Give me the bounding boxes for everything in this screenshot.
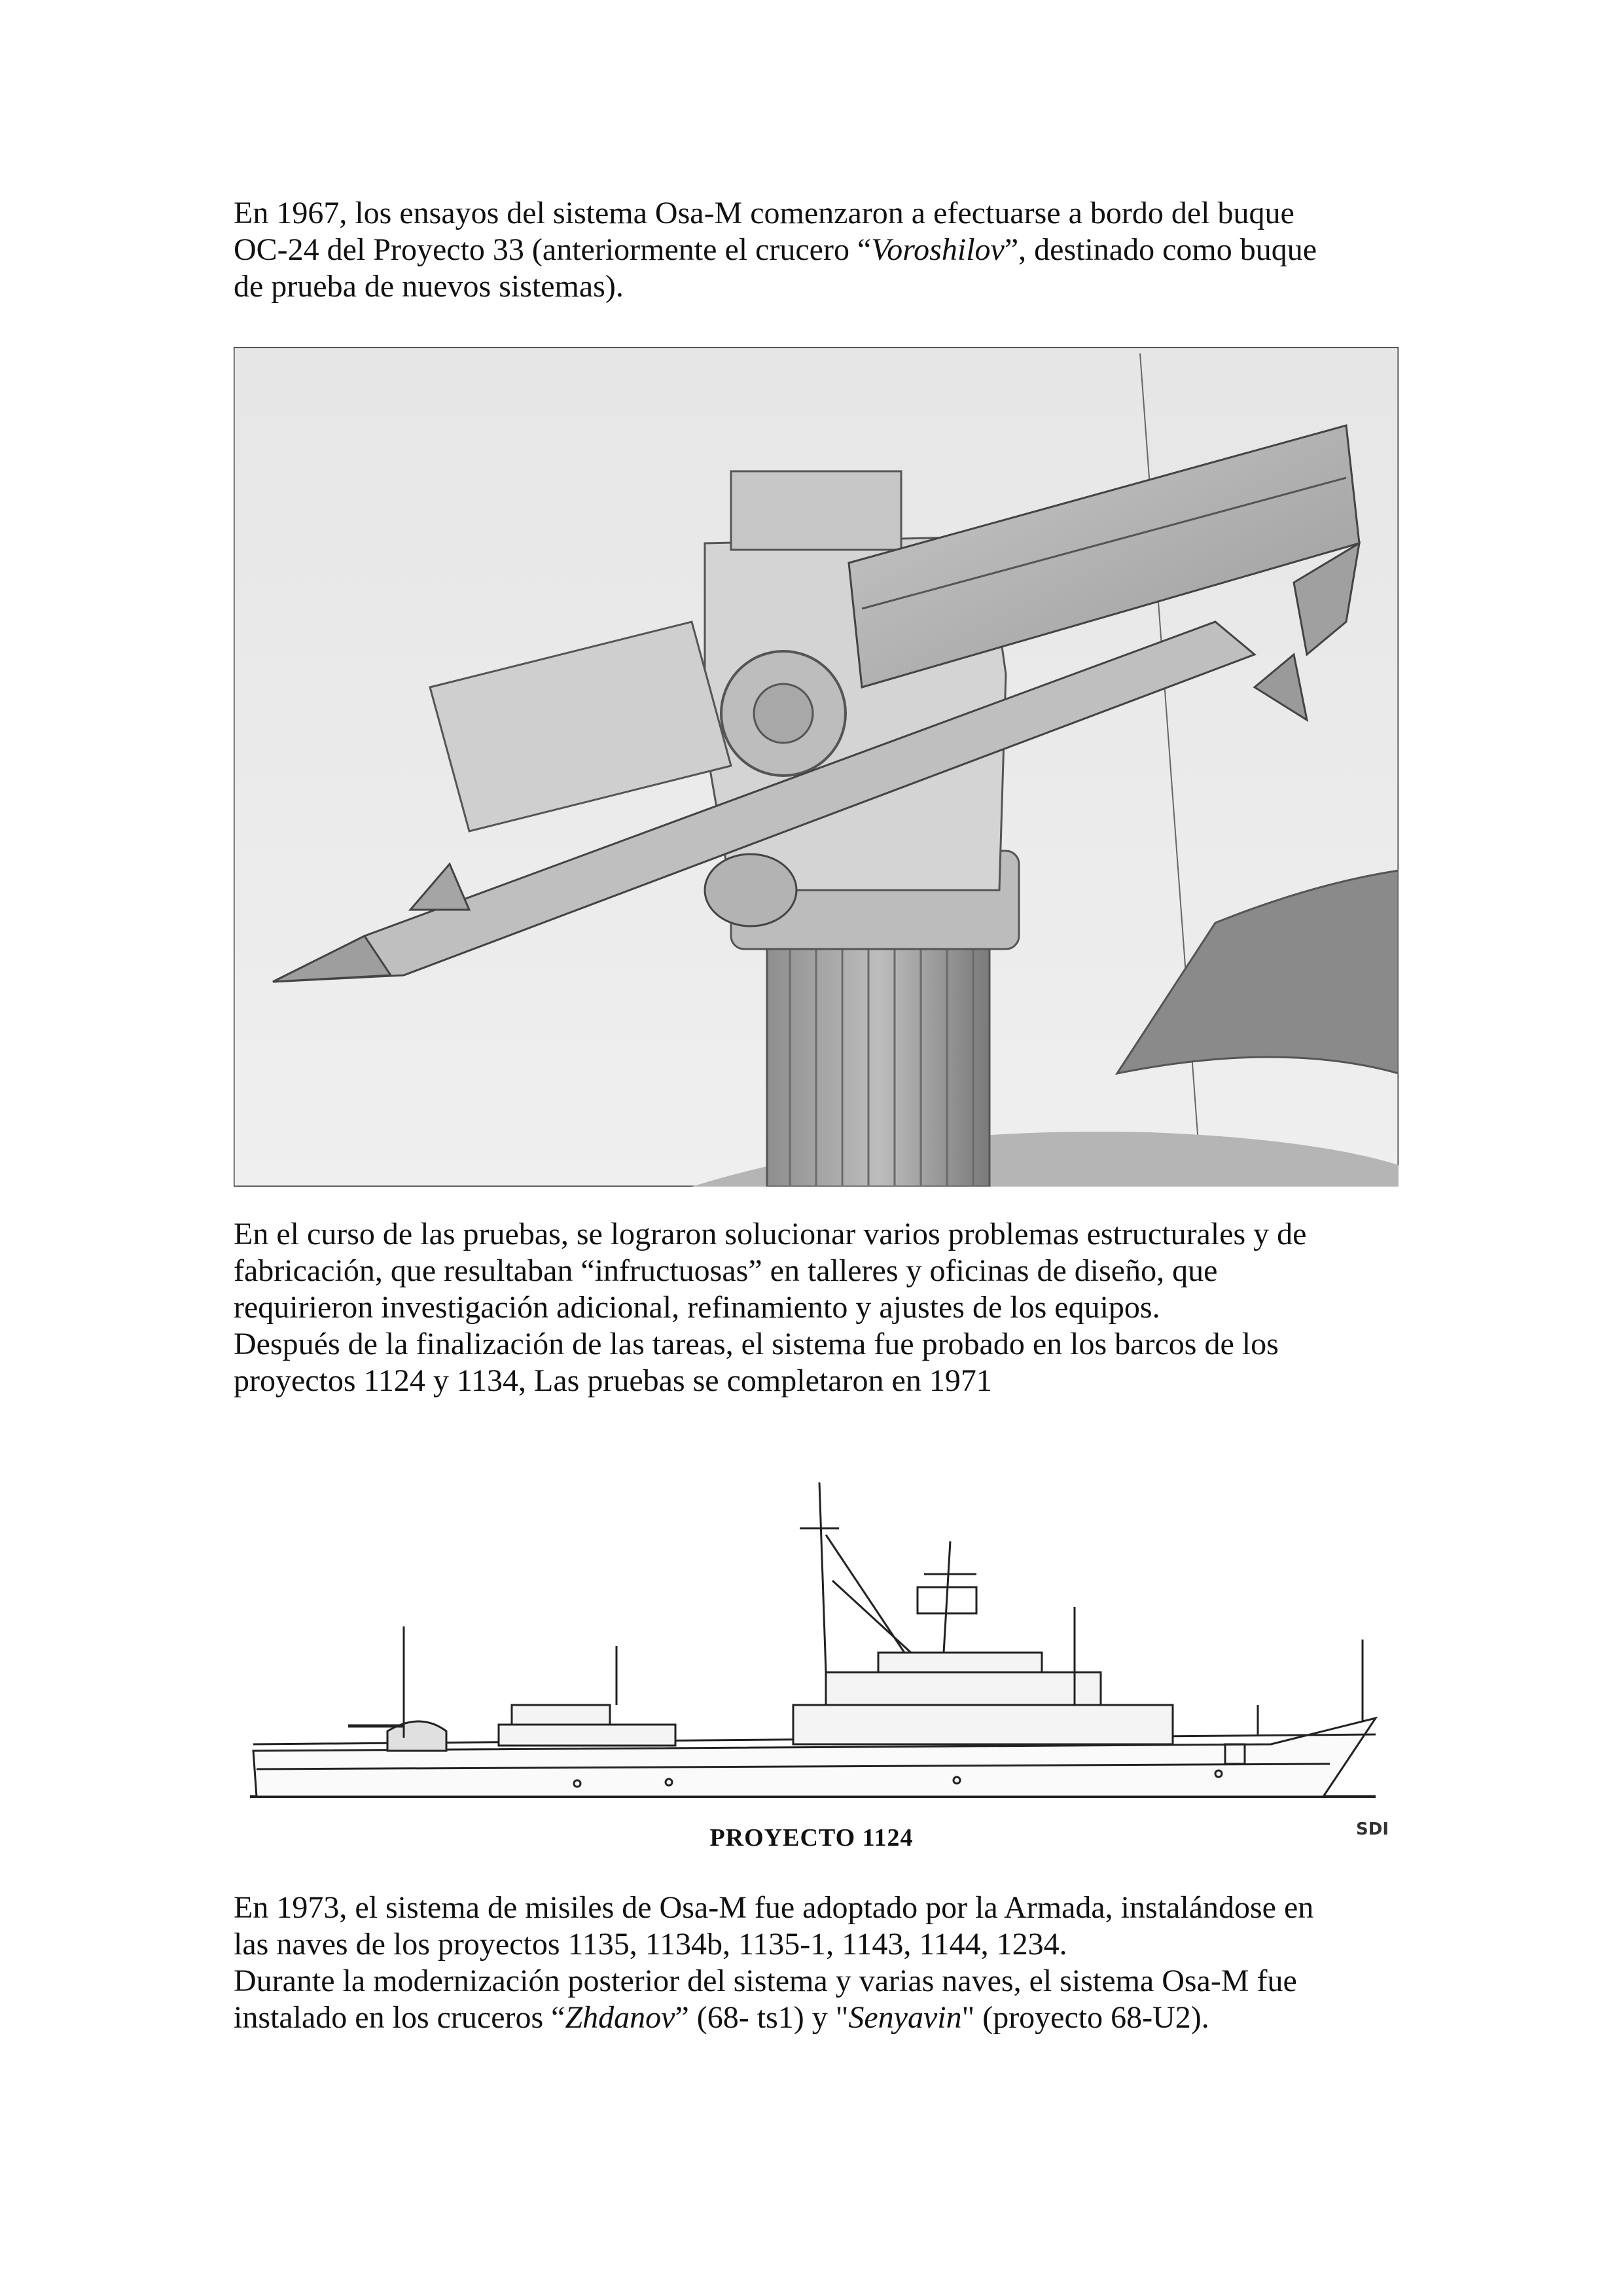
- figure-caption: PROYECTO 1124: [709, 1824, 914, 1852]
- paragraph-line: instalado en los cruceros “Zhdanov” (68- ts1) y "Senyavin" (proyecto 68-U2).: [234, 2000, 1209, 2035]
- paragraph-line: de prueba de nuevos sistemas).: [234, 269, 624, 304]
- ship-name-italic: Voroshilov: [871, 232, 1005, 267]
- paragraph-line: En 1967, los ensayos del sistema Osa-M comenzaron a efectuarse a bordo del buque: [234, 196, 1294, 230]
- paragraph-line: Durante la modernización posterior del sistema y varias naves, el sistema Osa-M fue: [234, 1964, 1297, 1998]
- ship-name-italic: Senyavin: [848, 2000, 962, 2035]
- launcher-photo: [234, 347, 1399, 1187]
- paragraph-tests: [234, 1216, 1399, 1399]
- paragraph-line: Después de la finalización de las tareas, el sistema fue probado en los barcos de los: [234, 1327, 1279, 1361]
- paragraph-line: requirieron investigación adicional, refinamiento y ajustes de los equipos.: [234, 1290, 1160, 1325]
- paragraph-adoption: [234, 1890, 1399, 2036]
- paragraph-line: OC-24 del Proyecto 33 (anteriormente el crucero “Voroshilov”, destinado como buque: [234, 232, 1317, 267]
- paragraph-line: las naves de los proyectos 1135, 1134b, 1135-1, 1143, 1144, 1234.: [234, 1927, 1067, 1962]
- paragraph-line: En el curso de las pruebas, se lograron solucionar varios problemas estructurales y de: [234, 1217, 1307, 1251]
- paragraph-line: proyectos 1124 y 1134, Las pruebas se completaron en 1971: [234, 1363, 992, 1398]
- ship-name-italic: Zhdanov: [565, 2000, 675, 2035]
- paragraph-line: fabricación, que resultaban “infructuosas” en talleres y oficinas de diseño, que: [234, 1253, 1218, 1288]
- paragraph-line: En 1973, el sistema de misiles de Osa-M fue adoptado por la Armada, instalándose en: [234, 1890, 1314, 1925]
- paragraph-intro: [234, 195, 1399, 305]
- drawing-signature: SDI: [1356, 1820, 1389, 1839]
